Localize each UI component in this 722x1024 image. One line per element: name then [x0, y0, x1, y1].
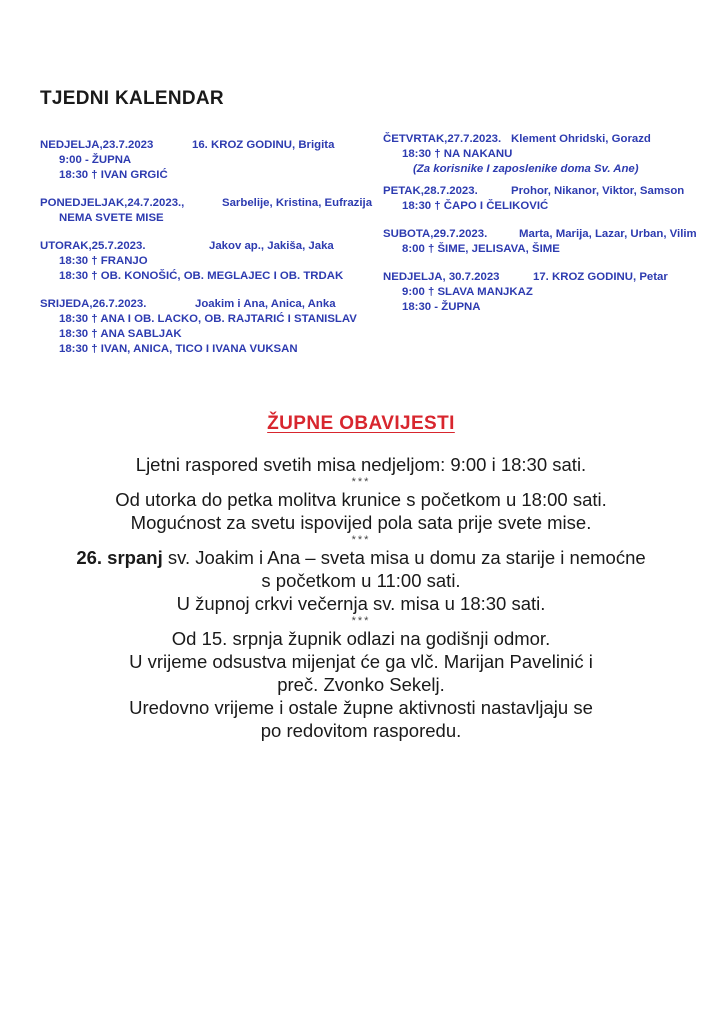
announcement-line: Od 15. srpnja župnik odlazi na godišnji odmor.: [171, 628, 551, 649]
announcement-line: po redovitom rasporedu.: [260, 720, 462, 741]
calendar-day: [40, 138, 370, 183]
day-date: SUBOTA,29.7.2023.: [383, 228, 488, 240]
announcements: [0, 413, 722, 742]
mass-entry: NEMA SVETE MISE: [59, 212, 164, 224]
mass-note: (Za korisnike I zaposlenike doma Sv. Ane): [413, 163, 639, 175]
announcement-line: U župnoj crkvi večernja sv. misa u 18:30 sati.: [176, 593, 546, 614]
day-saints: 16. KROZ GODINU, Brigita: [192, 139, 335, 151]
announcement-line: U vrijeme odsustva mijenjat će ga vlč. Marijan Pavelinić i: [129, 651, 593, 672]
day-date: NEDJELJA, 30.7.2023: [383, 271, 500, 283]
day-date: PETAK,28.7.2023.: [383, 185, 478, 197]
announcements-heading: ŽUPNE OBAVIJESTI: [267, 413, 455, 434]
day-saints: Klement Ohridski, Gorazd: [511, 133, 651, 145]
day-saints: Sarbelije, Kristina, Eufrazija: [222, 197, 373, 209]
announcement-line: [0, 546, 722, 569]
announcement-line: Ljetni raspored svetih misa nedjeljom: 9:00 i 18:30 sati.: [135, 454, 587, 475]
calendar-day: [40, 196, 373, 226]
calendar-right-column: [383, 132, 703, 328]
calendar-day: [383, 227, 703, 257]
announcement-line: Uredovno vrijeme i ostale župne aktivnosti nastavljaju se: [129, 697, 593, 718]
calendar-day: [383, 270, 703, 315]
day-date: SRIJEDA,26.7.2023.: [40, 298, 147, 310]
calendar-left-column: [40, 138, 373, 370]
mass-entry: 18:30 † FRANJO: [59, 255, 148, 267]
page-title: TJEDNI KALENDAR: [40, 88, 224, 109]
mass-entry: 18:30 † ANA SABLJAK: [59, 328, 182, 340]
day-date: PONEDJELJAK,24.7.2023.,: [40, 197, 185, 209]
mass-entry: 18:30 - ŽUPNA: [402, 301, 481, 313]
announcement-line: s početkom u 11:00 sati.: [261, 570, 461, 591]
mass-entry: 8:00 † ŠIME, JELISAVA, ŠIME: [402, 243, 560, 255]
day-saints: Marta, Marija, Lazar, Urban, Vilim: [519, 228, 697, 240]
day-date: NEDJELJA,23.7.2023: [40, 139, 154, 151]
day-saints: 17. KROZ GODINU, Petar: [533, 271, 668, 283]
separator: ***: [351, 534, 371, 546]
calendar-day: [383, 132, 703, 177]
day-saints: Prohor, Nikanor, Viktor, Samson: [511, 185, 685, 197]
separator: ***: [351, 476, 371, 488]
mass-entry: 18:30 † IVAN GRGIĆ: [59, 169, 168, 181]
announcement-date: 26. srpanj: [76, 547, 163, 568]
announcement-line: Od utorka do petka molitva krunice s početkom u 18:00 sati.: [115, 489, 607, 510]
announcement-line: Mogućnost za svetu ispovijed pola sata prije svete mise.: [130, 512, 592, 533]
day-date: UTORAK,25.7.2023.: [40, 240, 146, 252]
mass-entry: 18:30 † NA NAKANU: [402, 148, 513, 160]
mass-entry: 9:00 - ŽUPNA: [59, 154, 132, 166]
day-date: ČETVRTAK,27.7.2023.: [383, 133, 502, 145]
announcement-text: sv. Joakim i Ana – sveta misa u domu za starije i nemoćne: [162, 547, 646, 568]
calendar-day: [383, 184, 703, 214]
mass-entry: 18:30 † ČAPO I ČELIKOVIĆ: [402, 200, 549, 212]
mass-entry: 9:00 † SLAVA MANJKAZ: [402, 286, 533, 298]
day-saints: Jakov ap., Jakiša, Jaka: [209, 240, 334, 252]
mass-entry: 18:30 † OB. KONOŠIĆ, OB. MEGLAJEC I OB. TRDAK: [59, 270, 344, 282]
calendar-day: [40, 239, 370, 284]
announcement-line: preč. Zvonko Sekelj.: [277, 674, 445, 695]
calendar-day: [40, 297, 370, 357]
mass-entry: 18:30 † ANA I OB. LACKO, OB. RAJTARIĆ I STANISLAV: [59, 313, 357, 325]
day-saints: Joakim i Ana, Anica, Anka: [195, 298, 336, 310]
mass-entry: 18:30 † IVAN, ANICA, TICO I IVANA VUKSAN: [59, 343, 298, 355]
separator: ***: [351, 615, 371, 627]
